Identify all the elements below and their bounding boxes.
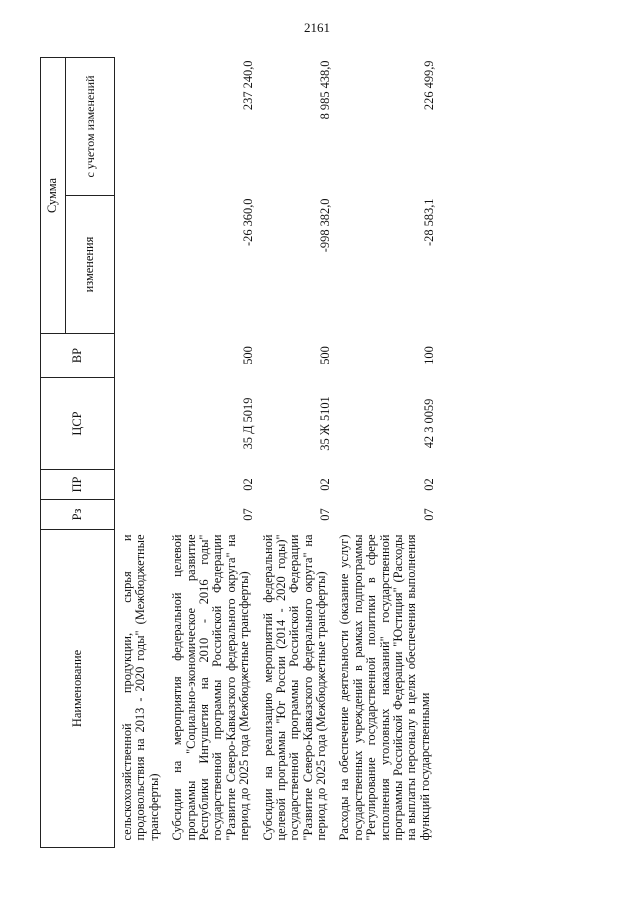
row-change	[115, 195, 166, 333]
row-pr: 02	[318, 477, 333, 491]
col-header-pr: ПР	[41, 469, 115, 499]
row-name: Субсидии на реализацию мероприятий федеральной целевой программы "Юг России (2014 - 2020 годы)" государственной программы Российской Федерации "Развитие Северо-Кавказского федерального округа" на период до 2025 года (Межбюджетные трансферты)	[260, 534, 329, 840]
row-total	[115, 57, 166, 195]
row-pr	[115, 469, 166, 499]
row-change: -998 382,0	[318, 198, 333, 252]
row-change: -28 583,1	[421, 198, 436, 246]
row-name: сельскохозяйственной продукции, сырья и продовольствия на 2013 - 2020 годы" (Межбюджетные трансферты)	[120, 534, 161, 840]
row-csr: 42 3 0059	[421, 398, 436, 448]
row-name: Расходы на обеспечение деятельности (оказание услуг) государственных учреждений в рамках подпрограммы "Регулирование государственной политики в сфере исполнения уголовных наказаний" государственной программы Российской Федерации "Юстиция" (Расходы на выплаты персоналу в целях обеспечения выполнения функций государственными	[337, 534, 432, 840]
col-header-name: Наименование	[41, 529, 115, 847]
col-header-sum: Сумма	[41, 57, 66, 333]
row-total: 226 499,9	[421, 60, 436, 110]
row-rz: 07	[421, 507, 436, 521]
row-csr: 35 Д 5019	[241, 397, 256, 449]
table-row	[332, 57, 436, 847]
row-pr: 02	[241, 477, 256, 491]
row-vr: 500	[318, 345, 333, 365]
row-vr: 100	[421, 345, 436, 365]
rotated-table-container	[40, 58, 600, 848]
header-row-top	[41, 57, 66, 847]
col-header-csr: ЦСР	[41, 377, 115, 469]
row-vr: 500	[241, 345, 256, 365]
col-header-with-change: с учетом изменений	[66, 57, 115, 195]
row-name: Субсидии на мероприятия федеральной целевой программы "Социально-экономическое развитие Республики Ингушетия на 2010 - 2016 годы" государственной программы Российской Федерации "Развитие Северо-Кавказского федерального округа" на период до 2025 года (Межбюджетные трансферты)	[170, 534, 252, 840]
row-vr	[115, 333, 166, 377]
col-header-rz: Рз	[41, 499, 115, 529]
table-row	[256, 57, 333, 847]
col-header-change: изменения	[66, 195, 115, 333]
row-total: 8 985 438,0	[318, 60, 333, 119]
row-pr: 02	[421, 477, 436, 491]
row-rz	[115, 499, 166, 529]
row-total: 237 240,0	[241, 60, 256, 110]
row-csr: 35 Ж 5101	[318, 395, 333, 451]
row-rz: 07	[241, 507, 256, 521]
row-change: -26 360,0	[241, 198, 256, 246]
table-row	[115, 57, 166, 847]
col-header-vr: ВР	[41, 333, 115, 377]
table-row	[165, 57, 255, 847]
row-rz: 07	[318, 507, 333, 521]
row-csr	[115, 377, 166, 469]
page-number: 2161	[304, 20, 330, 35]
budget-table	[40, 57, 436, 848]
